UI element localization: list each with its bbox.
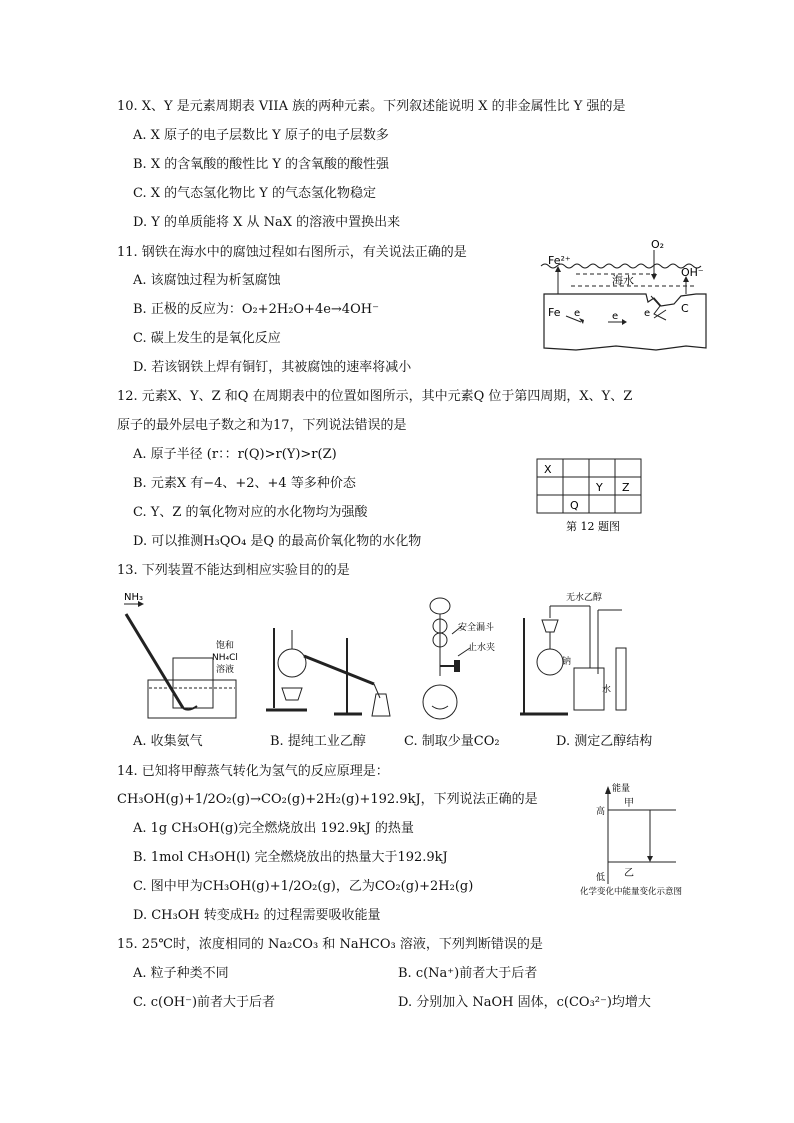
q12-option-b: B. 元素X 有−4、+2、+4 等多种价态 xyxy=(133,476,356,491)
q14-equation: CH₃OH(g)+1/2O₂(g)→CO₂(g)+2H₂(g)+192.9kJ，下列说法正确的是 xyxy=(117,792,538,807)
q12-option-d: D. 可以推测H₃QO₄ 是Q 的最高价氧化物的水化物 xyxy=(133,534,422,549)
element-x: X xyxy=(544,463,552,476)
fe2-label: Fe²⁺ xyxy=(548,254,571,267)
q13-option-c: C. 制取少量CO₂ xyxy=(404,734,500,749)
solution-label: 溶液 xyxy=(216,665,235,675)
q12-option-a: A. 原子半径 (r：：r(Q)>r(Y)>r(Z) xyxy=(133,447,337,462)
q11-option-d: D. 若该钢铁上焊有铜钉，其被腐蚀的速率将减小 xyxy=(133,360,412,375)
water-label: 水 xyxy=(602,685,612,695)
fe-label: Fe xyxy=(548,306,561,319)
electron-label-3: e xyxy=(644,308,651,319)
nh3-label: NH₃ xyxy=(124,592,144,603)
ethanol-label: 无水乙醇 xyxy=(566,593,603,603)
saturated-label: 饱和 xyxy=(216,641,235,651)
q14-option-d: D. CH₃OH 转变成H₂ 的过程需要吸收能量 xyxy=(133,908,381,923)
q10-stem: 10. X、Y 是元素周期表 VIIA 族的两种元素。下列叙述能说明 X 的非金属性比 Y 强的是 xyxy=(117,99,626,114)
q15-option-d: D. 分别加入 NaOH 固体，c(CO₃²⁻)均增大 xyxy=(398,995,651,1010)
energy-diagram xyxy=(578,780,703,900)
oh-label: OH⁻ xyxy=(681,266,704,279)
corrosion-diagram xyxy=(536,236,711,356)
o2-label: O₂ xyxy=(651,238,665,251)
fig12-caption: 第 12 题图 xyxy=(566,520,620,533)
clamp-label: 止水夹 xyxy=(468,643,496,653)
q13-option-b: B. 提纯工业乙醇 xyxy=(270,734,366,749)
q14-option-b: B. 1mol CH₃OH(l) 完全燃烧放出的热量大于192.9kJ xyxy=(133,850,448,865)
q10-option-a: A. X 原子的电子层数比 Y 原子的电子层数多 xyxy=(133,128,389,143)
apparatus-d xyxy=(518,588,633,718)
element-q: Q xyxy=(570,499,579,512)
q12-stem-line2: 原子的最外层电子数之和为17，下列说法错误的是 xyxy=(117,418,407,433)
q10-option-b: B. X 的含氧酸的酸性比 Y 的含氧酸的酸性强 xyxy=(133,157,390,172)
yi-label: 乙 xyxy=(624,868,634,879)
q15-stem: 15. 25℃时，浓度相同的 Na₂CO₃ 和 NaHCO₃ 溶液，下列判断错误的是 xyxy=(117,937,543,952)
electron-label-1: e xyxy=(574,308,581,319)
nh4cl-label: NH₄Cl xyxy=(212,653,238,663)
q12-option-c: C. Y、Z 的氧化物对应的水化物均为强酸 xyxy=(133,505,368,520)
safety-funnel-label: 安全漏斗 xyxy=(458,623,495,633)
q13-stem: 13. 下列装置不能达到相应实验目的的是 xyxy=(117,563,350,578)
q10-option-c: C. X 的气态氢化物比 Y 的气态氢化物稳定 xyxy=(133,186,376,201)
electron-label-2: e xyxy=(612,311,619,322)
carbon-label: C xyxy=(681,302,689,315)
q13-option-a: A. 收集氨气 xyxy=(133,734,203,749)
q11-option-c: C. 碳上发生的是氧化反应 xyxy=(133,331,281,346)
q15-option-a: A. 粒子种类不同 xyxy=(133,966,229,981)
q10-option-d: D. Y 的单质能将 X 从 NaX 的溶液中置换出来 xyxy=(133,215,401,230)
q14-stem: 14. 已知将甲醇蒸气转化为氢气的反应原理是： xyxy=(117,764,389,779)
periodic-table-fragment xyxy=(536,458,646,536)
q11-option-a: A. 该腐蚀过程为析氢腐蚀 xyxy=(133,273,281,288)
energy-diagram-caption: 化学变化中能量变化示意图 xyxy=(580,887,683,897)
q13-option-d: D. 测定乙醇结构 xyxy=(556,734,653,749)
apparatus-a xyxy=(118,588,243,723)
q12-stem-line1: 12. 元素X、Y、Z 和Q 在周期表中的位置如图所示，其中元素Q 位于第四周期，X、Y、Z xyxy=(117,389,633,404)
apparatus-b xyxy=(262,618,397,723)
low-label: 低 xyxy=(596,873,606,883)
q11-stem: 11. 钢铁在海水中的腐蚀过程如右图所示，有关说法正确的是 xyxy=(117,245,467,260)
q15-option-b: B. c(Na⁺)前者大于后者 xyxy=(398,966,538,981)
element-y: Y xyxy=(596,481,603,494)
q14-option-c: C. 图中甲为CH₃OH(g)+1/2O₂(g)，乙为CO₂(g)+2H₂(g) xyxy=(133,879,474,894)
element-z: Z xyxy=(622,481,630,494)
seawater-label: 海水 xyxy=(612,274,634,287)
q15-option-c: C. c(OH⁻)前者大于后者 xyxy=(133,995,276,1010)
jia-label: 甲 xyxy=(624,798,634,809)
high-label: 高 xyxy=(596,807,606,817)
apparatus-c xyxy=(418,594,513,724)
q14-option-a: A. 1g CH₃OH(g)完全燃烧放出 192.9kJ 的热量 xyxy=(133,821,414,836)
energy-axis-label: 能量 xyxy=(612,784,631,794)
q11-option-b: B. 正极的反应为：O₂+2H₂O+4e→4OH⁻ xyxy=(133,302,379,317)
sodium-label: 钠 xyxy=(562,657,572,667)
